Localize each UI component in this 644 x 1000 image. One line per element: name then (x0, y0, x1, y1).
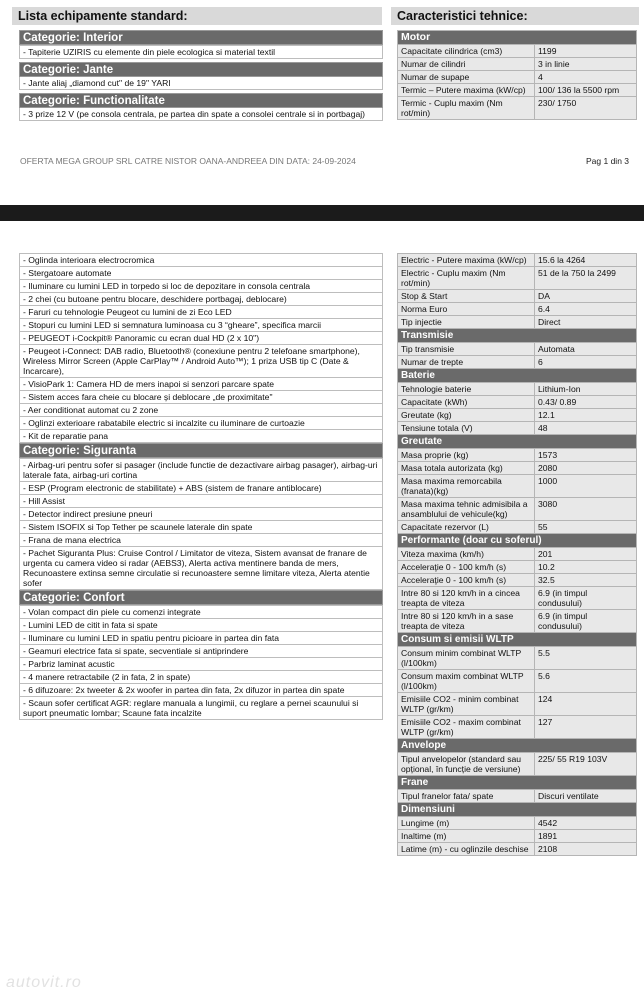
spec-row (397, 356, 637, 369)
list-item: - Parbriz laminat acustic (19, 658, 383, 671)
tech-specs-title: Caracteristici tehnice: (391, 7, 639, 25)
spec-label: Norma Euro (398, 303, 535, 315)
spec-label: Lungime (m) (398, 817, 535, 829)
spec-row (397, 647, 637, 670)
spec-label: Masa proprie (kg) (398, 449, 535, 461)
spec-row (397, 610, 637, 633)
spec-label: Termic – Putere maxima (kW/cp) (398, 84, 535, 96)
spec-section-header: Transmisie (397, 329, 637, 343)
spec-row (397, 462, 637, 475)
list-item: - Sistem acces fara cheie cu blocare și deblocare „de proximitate" (19, 391, 383, 404)
spec-value: 1199 (535, 45, 636, 57)
page1-left-column (19, 30, 383, 121)
spec-section-header: Consum si emisii WLTP (397, 633, 637, 647)
spec-value: 6.4 (535, 303, 636, 315)
spec-value: 2108 (535, 843, 636, 855)
spec-label: Termic - Cuplu maxim (Nm rot/min) (398, 97, 535, 119)
list-item: - Iluminare cu lumini LED in spatiu pentru picioare in partea din fata (19, 632, 383, 645)
spec-section-header: Performante (doar cu soferul) (397, 534, 637, 548)
spec-section-header: Dimensiuni (397, 803, 637, 817)
spec-row (397, 303, 637, 316)
page-separator (0, 205, 644, 221)
spec-value: 55 (535, 521, 636, 533)
spec-label: Acceleraţie 0 - 100 km/h (s) (398, 574, 535, 586)
list-item: - Stopuri cu lumini LED si semnatura luminoasa cu 3 “gheare”, specifica marcii (19, 319, 383, 332)
spec-row (397, 409, 637, 422)
spec-value: 51 de la 750 la 2499 (535, 267, 636, 289)
spec-label: Masa totala autorizata (kg) (398, 462, 535, 474)
spec-value: 1891 (535, 830, 636, 842)
spec-label: Acceleraţie 0 - 100 km/h (s) (398, 561, 535, 573)
spec-row (397, 449, 637, 462)
list-item: - Detector indirect presiune pneuri (19, 508, 383, 521)
list-item: - Frana de mana electrica (19, 534, 383, 547)
spec-row (397, 97, 637, 120)
list-item: - Iluminare cu lumini LED in torpedo si loc de depozitare in consola centrala (19, 280, 383, 293)
category-header-functionalitate: Categorie: Functionalitate (19, 93, 383, 108)
spec-row (397, 71, 637, 84)
spec-label: Intre 80 si 120 km/h in a sase treapta de viteza (398, 610, 535, 632)
spec-label: Tip transmisie (398, 343, 535, 355)
list-item: - Lumini LED de citit in fata si spate (19, 619, 383, 632)
spec-row (397, 587, 637, 610)
spec-row (397, 753, 637, 776)
spec-value: 10.2 (535, 561, 636, 573)
spec-row (397, 574, 637, 587)
category-header-interior: Categorie: Interior (19, 30, 383, 45)
spec-value: 3 in linie (535, 58, 636, 70)
spec-label: Tip injectie (398, 316, 535, 328)
page2-right-column (397, 253, 637, 856)
list-item: - Stergatoare automate (19, 267, 383, 280)
spec-row (397, 817, 637, 830)
spec-section-header: Greutate (397, 435, 637, 449)
spec-label: Electric - Cuplu maxim (Nm rot/min) (398, 267, 535, 289)
spec-section-header: Baterie (397, 369, 637, 383)
spec-row (397, 561, 637, 574)
spec-row (397, 267, 637, 290)
spec-label: Intre 80 si 120 km/h in a cincea treapta de viteza (398, 587, 535, 609)
list-item: - Geamuri electrice fata si spate, secventiale si antiprindere (19, 645, 383, 658)
list-item: - Hill Assist (19, 495, 383, 508)
spec-label: Greutate (kg) (398, 409, 535, 421)
list-item: - 2 chei (cu butoane pentru blocare, deschidere portbagaj, deblocare) (19, 293, 383, 306)
spec-value: 6.9 (in timpul condusului) (535, 587, 636, 609)
spec-value: 12.1 (535, 409, 636, 421)
list-item: - Pachet Siguranta Plus: Cruise Control / Limitator de viteza, Sistem avansat de franare de urgenta cu camera video si radar (AEBS3), Alerta activa mentinere banda de mers, Recunoastere extinsa semne circulatie si recunoastere semne limitare viteza, Alerta atentie sofer (19, 547, 383, 590)
spec-value: 5.5 (535, 647, 636, 669)
spec-row (397, 548, 637, 561)
spec-row (397, 253, 637, 267)
spec-label: Emisiile CO2 - minim combinat WLTP (gr/km) (398, 693, 535, 715)
spec-label: Masa maxima remorcabila (franata)(kg) (398, 475, 535, 497)
spec-value: 230/ 1750 (535, 97, 636, 119)
list-item: - 4 manere retractabile (2 in fata, 2 in spate) (19, 671, 383, 684)
list-item: - PEUGEOT i-Cockpit® Panoramic cu ecran dual HD (2 x 10") (19, 332, 383, 345)
spec-label: Tipul franelor fata/ spate (398, 790, 535, 802)
spec-label: Consum minim combinat WLTP (l/100km) (398, 647, 535, 669)
list-item: - Oglinda interioara electrocromica (19, 253, 383, 267)
list-item: - Peugeot i-Connect: DAB radio, Bluetooth® (conexiune pentru 2 telefoane smartphone), Wireless Mirror Screen (Apple CarPlay™ / Android Auto™); 1 priza USB tip C (Date & Incarcare), (19, 345, 383, 378)
spec-label: Capacitate rezervor (L) (398, 521, 535, 533)
spec-value: 15.6 la 4264 (535, 254, 636, 266)
spec-label: Tipul anvelopelor (standard sau opțional, în funcție de versiune) (398, 753, 535, 775)
spec-value: 48 (535, 422, 636, 434)
spec-label: Capacitate cilindrica (cm3) (398, 45, 535, 57)
spec-value: 1573 (535, 449, 636, 461)
spec-value: 5.6 (535, 670, 636, 692)
list-item: - Tapiterie UZIRIS cu elemente din piele ecologica si material textil (19, 45, 383, 59)
list-item: - Volan compact din piele cu comenzi integrate (19, 605, 383, 619)
spec-value: Direct (535, 316, 636, 328)
spec-label: Viteza maxima (km/h) (398, 548, 535, 560)
list-item: - Faruri cu tehnologie Peugeot cu lumini de zi Eco LED (19, 306, 383, 319)
spec-row (397, 58, 637, 71)
spec-row (397, 290, 637, 303)
page-number: Pag 1 din 3 (586, 156, 630, 166)
spec-row (397, 383, 637, 396)
list-item: - Oglinzi exterioare rabatabile electric si incalzite cu iluminare de curtoazie (19, 417, 383, 430)
spec-row (397, 316, 637, 329)
spec-value: 3080 (535, 498, 636, 520)
spec-row (397, 670, 637, 693)
spec-label: Numar de trepte (398, 356, 535, 368)
spec-label: Tensiune totala (V) (398, 422, 535, 434)
spec-value: Discuri ventilate (535, 790, 636, 802)
spec-label: Emisiile CO2 - maxim combinat WLTP (gr/km) (398, 716, 535, 738)
spec-label: Consum maxim combinat WLTP (l/100km) (398, 670, 535, 692)
spec-value: 6 (535, 356, 636, 368)
spec-value: DA (535, 290, 636, 302)
spec-label: Stop & Start (398, 290, 535, 302)
list-item: - Airbag-uri pentru sofer si pasager (include functie de dezactivare airbag pasager), airbag-uri laterale fata, airbag-uri cortina (19, 458, 383, 482)
category-header-siguranta: Categorie: Siguranta (19, 443, 383, 458)
spec-label: Tehnologie baterie (398, 383, 535, 395)
spec-value: 4 (535, 71, 636, 83)
spec-row (397, 422, 637, 435)
spec-value: Lithium-Ion (535, 383, 636, 395)
spec-row (397, 693, 637, 716)
watermark-logo: autovit.ro (6, 974, 82, 991)
list-item: - 6 difuzoare: 2x tweeter & 2x woofer in partea din fata, 2x difuzor in partea din spate (19, 684, 383, 697)
page2-left-column (19, 253, 383, 720)
spec-row (397, 790, 637, 803)
spec-value: 201 (535, 548, 636, 560)
document-footer: OFERTA MEGA GROUP SRL CATRE NISTOR OANA-ANDREEA DIN DATA: 24-09-2024 (20, 156, 356, 166)
spec-value: 2080 (535, 462, 636, 474)
list-item: - Aer conditionat automat cu 2 zone (19, 404, 383, 417)
spec-section-motor: Motor (397, 30, 637, 45)
list-item: - Scaun sofer certificat AGR: reglare manuala a lungimii, cu reglare a pernei scaunului si suport pneumatic lombar; Scaune fata incalzite (19, 697, 383, 720)
spec-row (397, 498, 637, 521)
list-item: - Sistem ISOFIX si Top Tether pe scaunele laterale din spate (19, 521, 383, 534)
page1-right-column (397, 30, 637, 120)
category-header-jante: Categorie: Jante (19, 62, 383, 77)
spec-section-header: Frane (397, 776, 637, 790)
list-item: - ESP (Program electronic de stabilitate) + ABS (sistem de franare antiblocare) (19, 482, 383, 495)
spec-label: Numar de supape (398, 71, 535, 83)
spec-value: 100/ 136 la 5500 rpm (535, 84, 636, 96)
spec-row (397, 716, 637, 739)
spec-row (397, 475, 637, 498)
list-item: - Kit de reparatie pana (19, 430, 383, 443)
spec-value: 0.43/ 0.89 (535, 396, 636, 408)
spec-label: Latime (m) - cu oglinzile deschise (398, 843, 535, 855)
spec-label: Numar de cilindri (398, 58, 535, 70)
spec-value: 6.9 (in timpul condusului) (535, 610, 636, 632)
spec-value: 4542 (535, 817, 636, 829)
spec-value: Automata (535, 343, 636, 355)
spec-row (397, 45, 637, 58)
spec-section-header: Anvelope (397, 739, 637, 753)
spec-value: 127 (535, 716, 636, 738)
list-item: - 3 prize 12 V (pe consola centrala, pe partea din spate a consolei centrale si in portbagaj) (19, 108, 383, 121)
list-item: - VisioPark 1: Camera HD de mers inapoi si senzori parcare spate (19, 378, 383, 391)
category-header-confort: Categorie: Confort (19, 590, 383, 605)
spec-value: 124 (535, 693, 636, 715)
equipment-list-title: Lista echipamente standard: (12, 7, 382, 25)
spec-row (397, 521, 637, 534)
spec-row (397, 843, 637, 856)
spec-row (397, 830, 637, 843)
spec-label: Masa maxima tehnic admisibila a ansamblului de vehicule(kg) (398, 498, 535, 520)
spec-value: 1000 (535, 475, 636, 497)
spec-value: 225/ 55 R19 103V (535, 753, 636, 775)
spec-label: Inaltime (m) (398, 830, 535, 842)
spec-label: Electric - Putere maxima (kW/cp) (398, 254, 535, 266)
list-item: - Jante aliaj „diamond cut" de 19" YARI (19, 77, 383, 90)
spec-value: 32.5 (535, 574, 636, 586)
spec-label: Capacitate (kWh) (398, 396, 535, 408)
spec-row (397, 84, 637, 97)
spec-row (397, 343, 637, 356)
spec-row (397, 396, 637, 409)
